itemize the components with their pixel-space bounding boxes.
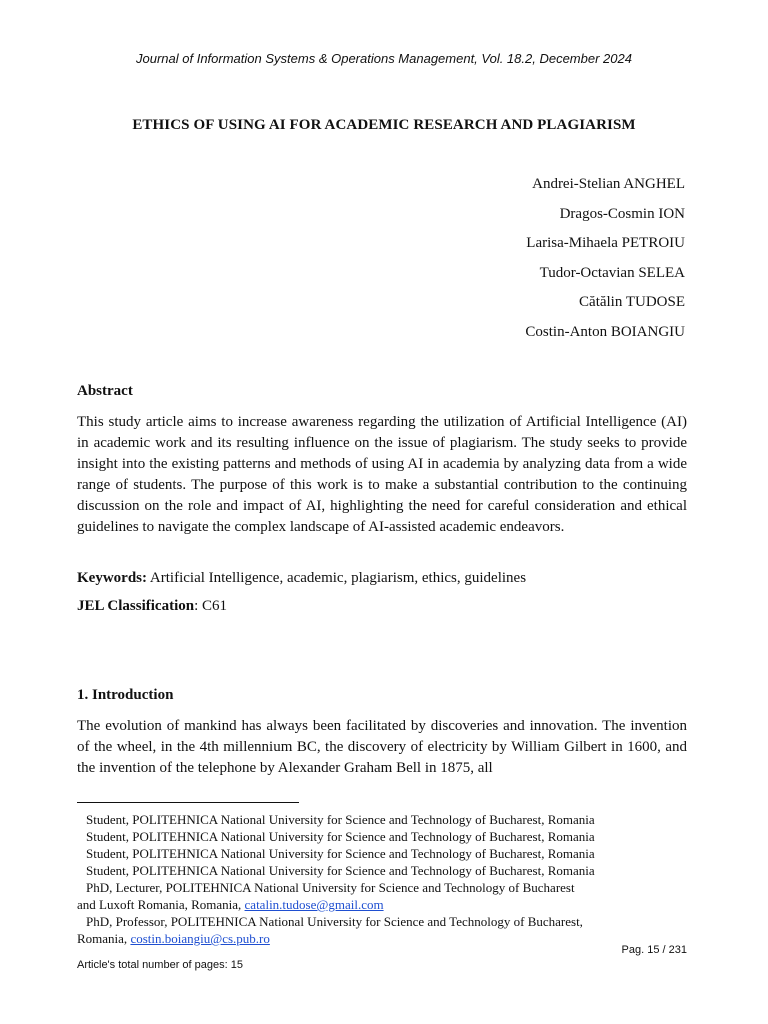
page-number: Pag. 15 / 231 (621, 944, 687, 956)
author-name: Cătălin TUDOSE (579, 294, 685, 311)
email-link[interactable]: catalin.tudose@gmail.com (244, 897, 384, 912)
author-name: Tudor-Octavian SELEA (539, 264, 685, 281)
footnote: Student, POLITEHNICA National University for Science and Technology of Bucharest, Romania (86, 863, 595, 878)
author-name: Costin-Anton BOIANGIU (525, 323, 685, 340)
footnotes (77, 811, 692, 947)
paper-title: ETHICS OF USING AI FOR ACADEMIC RESEARCH AND PLAGIARISM (132, 117, 636, 133)
journal-header: Journal of Information Systems & Operations Management, Vol. 18.2, December 2024 (136, 51, 632, 66)
footnote (77, 896, 692, 913)
footnote-divider (77, 802, 299, 803)
footnote-text: and Luxoft Romania, Romania, (77, 897, 245, 912)
footnote: PhD, Professor, POLITEHNICA National University for Science and Technology of Bucharest, (86, 914, 583, 929)
jel-text: : C61 (194, 598, 228, 614)
author-name: Andrei-Stelian ANGHEL (532, 176, 685, 192)
author-name: Larisa-Mihaela PETROIU (526, 235, 685, 252)
abstract-text: This study article aims to increase awareness regarding the utilization of Artificial Intelligence (AI) in academic work and its resulting influence on the issue of plagiarism. The study seeks to provide insight into the existing patterns and methods of using AI in academia by analyzing data from a wide range of students. The purpose of this work is to make a substantial contribution to the continuing discussion on the role and impact of AI, highlighting the need for careful consideration and ethical guidelines to navigate the complex landscape of AI-assisted academic endeavors. (77, 414, 687, 535)
keywords-line (77, 570, 526, 587)
footnote: Student, POLITEHNICA National University for Science and Technology of Bucharest, Romania (86, 812, 595, 827)
jel-label: JEL Classification (77, 598, 195, 614)
keywords-label: Keywords: (77, 570, 147, 586)
author-list (525, 174, 685, 352)
abstract-heading: Abstract (77, 383, 133, 399)
footnote: Student, POLITEHNICA National University for Science and Technology of Bucharest, Romania (86, 829, 595, 844)
total-pages: Article's total number of pages: 15 (77, 959, 243, 971)
jel-line (77, 598, 227, 615)
footnote: Student, POLITEHNICA National University for Science and Technology of Bucharest, Romania (86, 846, 595, 861)
footnote: PhD, Lecturer, POLITEHNICA National University for Science and Technology of Bucharest (86, 880, 575, 895)
keywords-text: Artificial Intelligence, academic, plagiarism, ethics, guidelines (147, 570, 527, 586)
footnote (77, 930, 692, 947)
author-name: Dragos-Cosmin ION (559, 205, 685, 222)
introduction-heading: 1. Introduction (77, 687, 174, 703)
introduction-text: The evolution of mankind has always been facilitated by discoveries and innovation. The invention of the wheel, in the 4th millennium BC, the discovery of electricity by William Gilbert in 1600, and the invention of the telephone by Alexander Graham Bell in 1875, all (77, 718, 687, 776)
footnote-text: Romania, (77, 931, 131, 946)
email-link[interactable]: costin.boiangiu@cs.pub.ro (130, 931, 270, 946)
